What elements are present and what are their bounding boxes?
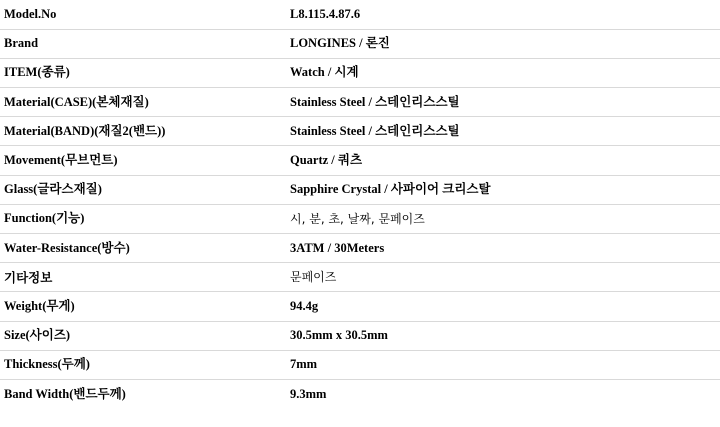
spec-value: 문페이즈 (286, 263, 720, 292)
table-row (0, 263, 720, 292)
spec-label: 기타정보 (0, 263, 286, 292)
table-row (0, 175, 720, 204)
spec-value: 94.4g (286, 292, 720, 321)
spec-value: L8.115.4.87.6 (286, 0, 720, 29)
spec-label: Model.No (0, 0, 286, 29)
table-row (0, 321, 720, 350)
spec-label: Weight(무게) (0, 292, 286, 321)
spec-label: Material(CASE)(본체재질) (0, 88, 286, 117)
spec-value: Quartz / 쿼츠 (286, 146, 720, 175)
spec-label: Band Width(밴드두께) (4, 386, 126, 401)
spec-value: Stainless Steel / 스테인리스스틸 (286, 88, 720, 117)
spec-label: Water-Resistance(방수) (0, 234, 286, 263)
spec-label: ITEM(종류) (0, 58, 286, 87)
table-row (0, 292, 720, 321)
table-row (0, 0, 720, 29)
spec-label: Material(BAND)(재질2(밴드)) (0, 117, 286, 146)
spec-label: Movement(무브먼트) (0, 146, 286, 175)
table-row (0, 88, 720, 117)
spec-value: Watch / 시계 (286, 58, 720, 87)
table-row (0, 146, 720, 175)
spec-label: Function(기능) (0, 204, 286, 233)
table-row (0, 234, 720, 263)
table-row (0, 58, 720, 87)
table-row (0, 117, 720, 146)
table-row (0, 204, 720, 233)
table-row (0, 379, 720, 408)
spec-value: Stainless Steel / 스테인리스스틸 (286, 117, 720, 146)
spec-label: Glass(글라스재질) (0, 175, 286, 204)
spec-value: LONGINES / 론진 (286, 29, 720, 58)
spec-value: 30.5mm x 30.5mm (286, 321, 720, 350)
spec-label: Brand (0, 29, 286, 58)
spec-value: 시, 분, 초, 날짜, 문페이즈 (286, 204, 720, 233)
table-row (0, 29, 720, 58)
spec-label: Thickness(두께) (0, 350, 286, 379)
table-row (0, 350, 720, 379)
spec-value: 3ATM / 30Meters (286, 234, 720, 263)
spec-value: 9.3mm (290, 386, 327, 401)
spec-label: Size(사이즈) (0, 321, 286, 350)
spec-value: 7mm (286, 350, 720, 379)
spec-value: Sapphire Crystal / 사파이어 크리스탈 (286, 175, 720, 204)
